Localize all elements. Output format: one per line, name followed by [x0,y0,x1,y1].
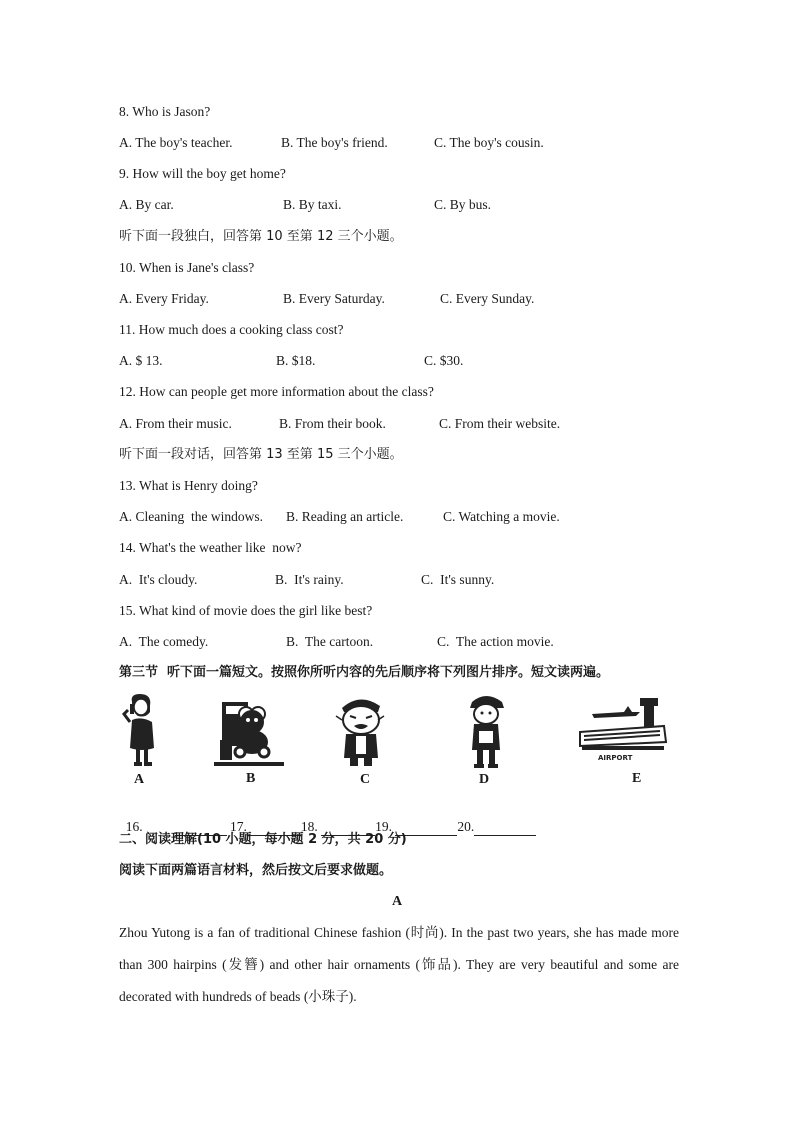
passage-paragraph: Zhou Yutong is a fan of traditional Chinese fashion (时尚). In the past two years, she has made more than 300 hairpins (发簪) and other hair ornaments (饰品). They are very beautiful and some are decorated with hundreds of beads (小珠子). [119,925,679,1004]
q8-option-a: A. The boy's teacher. [119,135,233,150]
monologue-instruction: 听下面一段独白，回答第 10 至第 12 三个小题。 [119,229,403,244]
q11-option-c: C. $30. [424,353,464,368]
answer-20-blank[interactable] [474,821,536,836]
q9-option-b: B. By taxi. [283,197,342,212]
q10-option-c: C. Every Sunday. [440,291,535,306]
q10-option-a: A. Every Friday. [119,291,209,306]
answer-17-number: 17. [230,819,247,834]
q9-option-a: A. By car. [119,197,174,212]
q8-option-b: B. The boy's friend. [281,135,388,150]
q11-option-a: A. $ 13. [119,353,163,368]
q15-option-b: B. The cartoon. [286,634,374,649]
q10-option-b: B. Every Saturday. [283,291,385,306]
question-11: 11. How much does a cooking class cost? [119,322,344,337]
answer-19-number: 19. [375,819,392,834]
q12-option-c: C. From their website. [439,416,561,431]
dialogue-instruction: 听下面一段对话，回答第 13 至第 15 三个小题。 [119,447,403,462]
picture-e-airport [578,696,668,766]
picture-a-woman-phone [120,692,164,768]
picture-label-e: E [632,771,642,786]
question-8: 8. Who is Jason? [119,104,211,119]
q14-option-b: B. It's rainy. [275,572,344,587]
q9-option-c: C. By bus. [434,197,492,212]
answer-18-number: 18. [300,819,318,834]
picture-c-crying-boy [332,694,390,768]
picture-b-teddy-bear [212,696,286,768]
question-13: 13. What is Henry doing? [119,478,258,493]
q12-option-a: A. From their music. [119,416,232,431]
section3-heading: 第三节 听下面一篇短文。按照你所听内容的先后顺序将下列图片排序。短文读两遍。 [119,665,610,680]
question-10: 10. When is Jane's class? [119,260,255,275]
picture-label-d: D [479,772,490,787]
answer-16-number: 16. [125,819,143,834]
passage-label: A [391,894,403,909]
question-12: 12. How can people get more information about the class? [119,384,434,399]
reading-instruction: 阅读下面两篇语言材料，然后按文后要求做题。 [119,863,393,878]
picture-label-b: B [246,771,256,786]
q13-option-b: B. Reading an article. [286,509,404,524]
question-14: 14. What's the weather like now? [119,540,302,555]
q14-option-a: A. It's cloudy. [119,572,198,587]
q15-option-c: C. The action movie. [437,634,554,649]
picture-label-a: A [134,772,145,787]
q12-option-b: B. From their book. [279,416,386,431]
picture-d-boy-reading [464,694,508,770]
picture-label-c: C [360,772,371,787]
q14-option-c: C. It's sunny. [421,572,495,587]
answer-20-number: 20. [457,819,475,834]
q13-option-c: C. Watching a movie. [443,509,560,524]
airport-sign: AIRPORT [598,754,633,762]
reading-heading: 二、阅读理解(10 小题，每小题 2 分，共 20 分) [119,832,407,847]
question-9: 9. How will the boy get home? [119,166,286,181]
q8-option-c: C. The boy's cousin. [434,135,544,150]
q15-option-a: A. The comedy. [119,634,209,649]
q11-option-b: B. $18. [276,353,316,368]
question-15: 15. What kind of movie does the girl like best? [119,603,373,618]
q13-option-a: A. Cleaning the windows. [119,509,263,524]
